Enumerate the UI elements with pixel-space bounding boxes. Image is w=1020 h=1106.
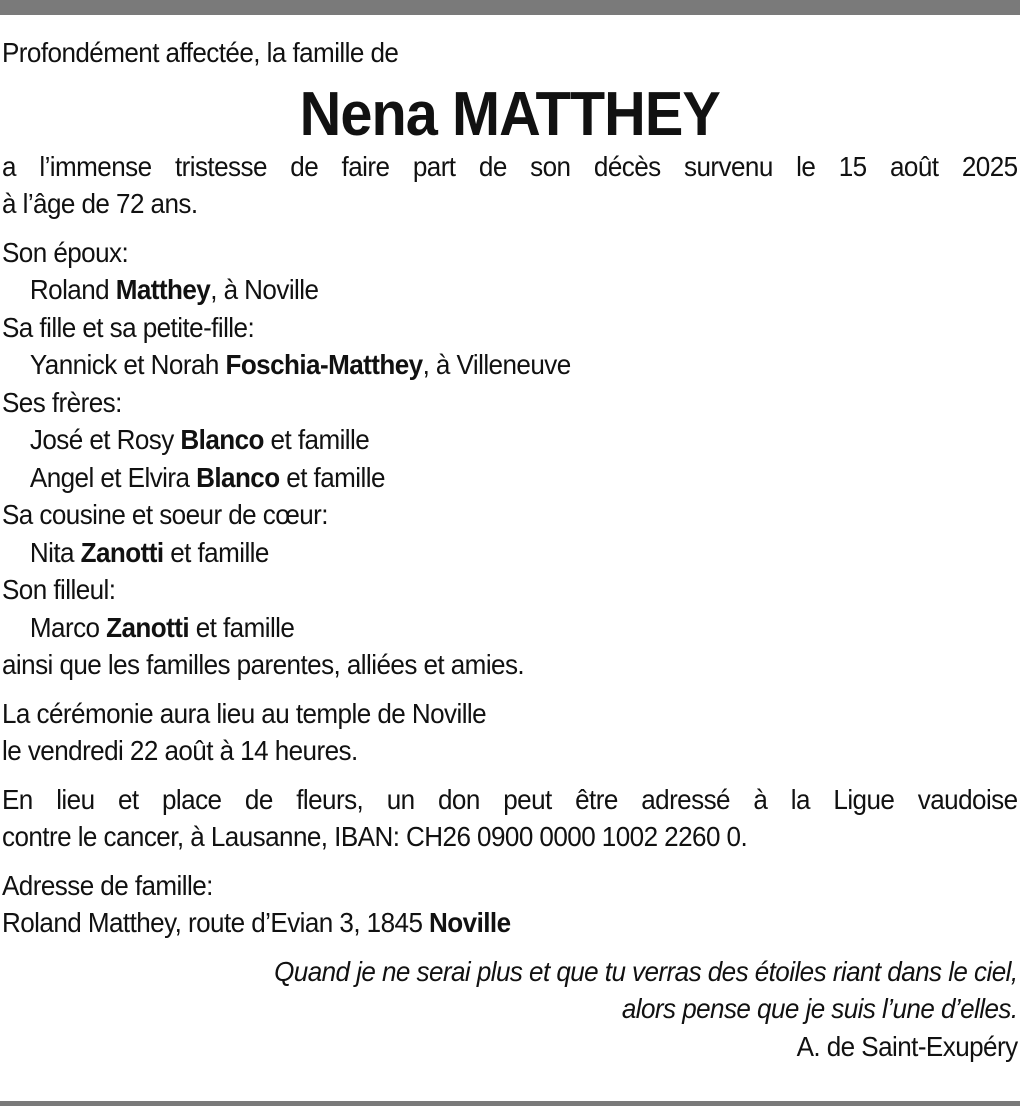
donation-info [2, 781, 1018, 856]
member-first: José et Rosy [29, 424, 181, 455]
family-address [2, 867, 1018, 942]
address-text [2, 904, 1018, 942]
announcement-line-1: a l’immense tristesse de faire part de son décès survenu le 15 août 2025 [2, 150, 1018, 182]
obituary-notice [2, 34, 1018, 1065]
family-member [2, 271, 1018, 309]
member-first: Roland [29, 274, 116, 305]
member-suffix: et famille [189, 611, 295, 643]
extended-family-text: ainsi que les familles parentes, alliées et amies. [2, 649, 525, 680]
deceased-name: Nena MATTHEY [299, 79, 720, 149]
member-first: Angel et Elvira [29, 461, 197, 493]
family-member [2, 459, 1018, 497]
family-list [2, 234, 1018, 684]
member-suffix: et famille [163, 536, 269, 568]
member-first: Marco [29, 611, 107, 643]
top-rule [0, 0, 1020, 15]
member-suffix: et famille [279, 461, 385, 493]
member-surname: Foschia-Matthey [225, 349, 423, 380]
member-suffix: , à Noville [210, 274, 319, 305]
quote-line-1: Quand je ne serai plus et que tu verras des étoiles riant dans le ciel, [274, 955, 1018, 987]
relation-label: Ses frères: [2, 386, 122, 418]
family-member [2, 346, 1018, 384]
member-surname: Blanco [180, 424, 264, 455]
family-member [2, 534, 1018, 572]
member-suffix: , à Villeneuve [422, 349, 571, 380]
donation-line-1: En lieu et place de fleurs, un don peut être adressé à la Ligue vaudoise [2, 783, 1018, 815]
closing-quote [2, 953, 1018, 1066]
bottom-rule [0, 1101, 1020, 1106]
member-surname: Matthey [115, 274, 211, 305]
announcement-line-2: à l’âge de 72 ans. [2, 188, 198, 219]
relation-label: Son filleul: [2, 574, 116, 605]
address-label: Adresse de famille: [2, 869, 213, 901]
relation-label: Sa fille et sa petite-fille: [2, 311, 255, 343]
ceremony-line-2: le vendredi 22 août à 14 heures. [2, 735, 358, 766]
quote-author: A. de Saint-Exupéry [796, 1030, 1018, 1062]
address-town: Noville [429, 907, 511, 938]
ceremony-line-1: La cérémonie aura lieu au temple de Noville [2, 697, 487, 729]
member-first: Yannick et Norah [29, 349, 226, 380]
member-surname: Zanotti [80, 536, 164, 568]
relation-label: Sa cousine et soeur de cœur: [2, 499, 328, 530]
intro-text: Profondément affectée, la famille de [2, 37, 399, 68]
donation-line-2: contre le cancer, à Lausanne, IBAN: CH26 0900 0000 1002 2260 0. [2, 821, 748, 852]
member-suffix: et famille [263, 424, 370, 455]
relation-label: Son époux: [2, 236, 129, 268]
member-first: Nita [29, 536, 81, 568]
quote-line-2: alors pense que je suis l’une d’elles. [621, 993, 1018, 1024]
member-surname: Zanotti [106, 611, 190, 643]
ceremony-info [2, 695, 1018, 770]
member-surname: Blanco [196, 461, 280, 493]
family-member [2, 609, 1018, 647]
family-member [2, 421, 1018, 459]
address-street: Roland Matthey, route d’Evian 3, 1845 [2, 907, 430, 938]
